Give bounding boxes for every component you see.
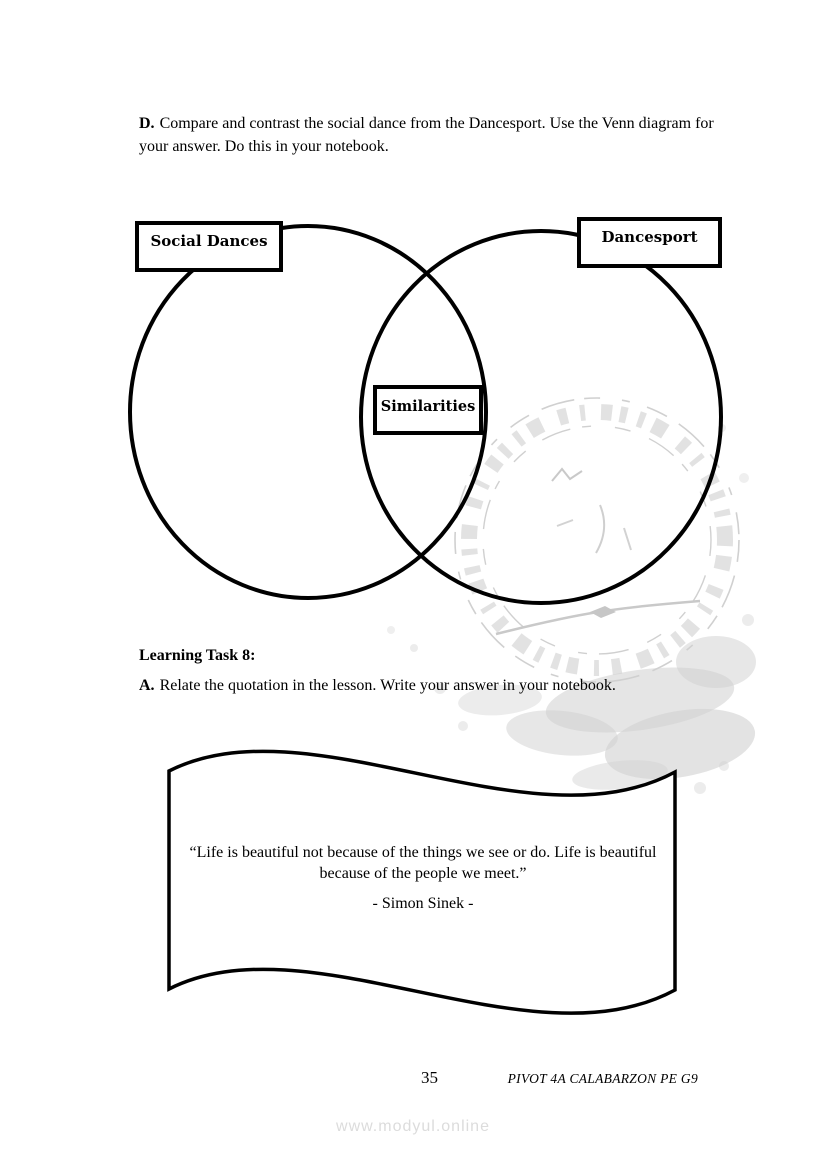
- instruction-d: [139, 112, 739, 158]
- quote-text: “Life is beautiful not because of the things we see or do. Life is beautiful because of the people we meet.”: [189, 844, 657, 882]
- learning-task-heading: Learning Task 8:: [139, 647, 256, 664]
- quote-block: [163, 842, 683, 914]
- venn-label-social-dances-text: Social Dances: [150, 232, 268, 250]
- venn-label-similarities-text: Similarities: [380, 398, 476, 415]
- instruction-d-label: D.: [139, 115, 155, 132]
- venn-label-dancesport: [577, 217, 722, 268]
- venn-label-dancesport-text: Dancesport: [601, 228, 698, 246]
- learning-task-item-a: [139, 674, 759, 697]
- learning-task-item-a-label: A.: [139, 677, 155, 694]
- venn-label-similarities: [373, 385, 483, 435]
- learning-task-item-a-text: Relate the quotation in the lesson. Write your answer in your notebook.: [159, 677, 616, 694]
- module-label: PIVOT 4A CALABARZON PE G9: [507, 1071, 698, 1086]
- instruction-d-text: Compare and contrast the social dance from the Dancesport. Use the Venn diagram for your answer. Do this in your notebook.: [139, 115, 714, 155]
- page-number: 35: [421, 1068, 438, 1087]
- venn-label-social-dances: [135, 221, 283, 272]
- quote-attribution: - Simon Sinek -: [372, 895, 474, 912]
- site-watermark-text: www.modyul.online: [336, 1118, 490, 1135]
